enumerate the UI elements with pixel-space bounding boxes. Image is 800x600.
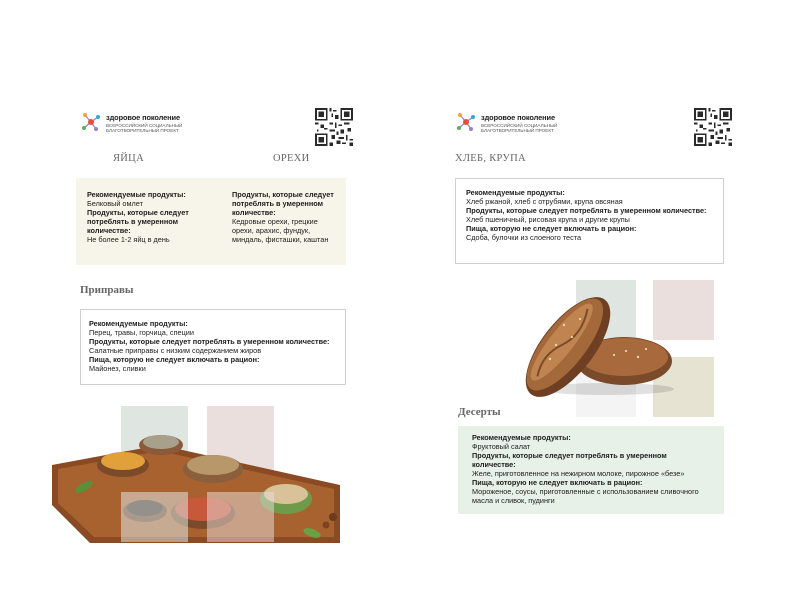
nuts-column — [232, 190, 340, 244]
bread-recommended-label: Рекомендуемые продукты: — [466, 188, 565, 197]
brand-name: здоровое поколение — [481, 113, 555, 122]
eggs-column — [87, 190, 219, 244]
heading-bread: ХЛЕБ, КРУПА — [455, 153, 526, 164]
bread-excluded-value: Сдоба, булочки из слоеного теста — [466, 233, 582, 242]
seasonings-recommended-value: Перец, травы, горчица, специи — [89, 328, 194, 337]
eggs-moderate-value: Не более 1-2 яйц в день — [87, 235, 170, 244]
bread-recommended-value: Хлеб ржаной, хлеб с отрубями, крупа овсяная — [466, 197, 623, 206]
bread-excluded-label: Пища, которую не следует включать в рацион: — [466, 224, 637, 233]
bread-box — [455, 178, 724, 264]
desserts-excluded-label: Пища, которую не следует включать в рацион: — [472, 478, 643, 487]
heading-eggs: ЯЙЦА — [113, 153, 144, 164]
qr-code-icon — [694, 108, 732, 146]
eggs-moderate-label: Продукты, которые следует потреблять в умеренном количестве: — [87, 208, 189, 235]
bread-moderate-value: Хлеб пшеничный, рисовая крупа и другие крупы — [466, 215, 630, 224]
nuts-moderate-value: Кедровые орехи, грецкие орехи, арахис, фундук, миндаль, фисташки, каштан — [232, 217, 329, 244]
eggs-recommended-value: Белковый омлет — [87, 199, 143, 208]
eggs-nuts-box — [76, 178, 346, 265]
brand-subtitle: ВСЕРОССИЙСКИЙ СОЦИАЛЬНЫЙ БЛАГОТВОРИТЕЛЬНЫЙ ПРОЕКТ — [481, 123, 558, 134]
molecule-logo-icon — [455, 111, 477, 133]
seasonings-recommended-label: Рекомендуемые продукты: — [89, 319, 188, 328]
desserts-recommended-value: Фруктовый салат — [472, 442, 531, 451]
brand-subtitle: ВСЕРОССИЙСКИЙ СОЦИАЛЬНЫЙ БЛАГОТВОРИТЕЛЬНЫЙ ПРОЕКТ — [106, 123, 183, 134]
spices-illustration — [50, 425, 342, 543]
desserts-recommended-label: Рекомендуемые продукты: — [472, 433, 571, 442]
bread-moderate-label: Продукты, которые следует потреблять в умеренном количестве: — [466, 206, 707, 215]
decor-overlay-green — [121, 492, 188, 542]
heading-seasonings: Приправы — [80, 284, 134, 296]
desserts-excluded-value: Мороженое, соусы, приготовленные с использованием сливочного масла и сливок, пудинги — [472, 487, 699, 505]
decor-overlay-pink — [207, 492, 274, 542]
seasonings-excluded-value: Майонез, сливки — [89, 364, 146, 373]
seasonings-moderate-value: Салатные приправы с низким содержанием жиров — [89, 346, 262, 355]
qr-code-icon — [315, 108, 353, 146]
eggs-recommended-label: Рекомендуемые продукты: — [87, 190, 186, 199]
seasonings-excluded-label: Пища, которую не следует включать в рацион: — [89, 355, 260, 364]
desserts-moderate-label: Продукты, которые следует потреблять в умеренном количестве: — [472, 451, 667, 469]
desserts-moderate-value: Желе, приготовленное на нежирном молоке, пирожное «безе» — [472, 469, 685, 478]
desserts-box — [458, 426, 724, 514]
heading-nuts: ОРЕХИ — [273, 153, 310, 164]
brand-name: здоровое поколение — [106, 113, 180, 122]
heading-desserts: Десерты — [458, 406, 501, 418]
seasonings-moderate-label: Продукты, которые следует потреблять в умеренном количестве: — [89, 337, 330, 346]
molecule-logo-icon — [80, 111, 102, 133]
seasonings-box — [80, 309, 346, 385]
bread-illustration — [506, 285, 676, 397]
nuts-moderate-label: Продукты, которые следует потреблять в умеренном количестве: — [232, 190, 334, 217]
